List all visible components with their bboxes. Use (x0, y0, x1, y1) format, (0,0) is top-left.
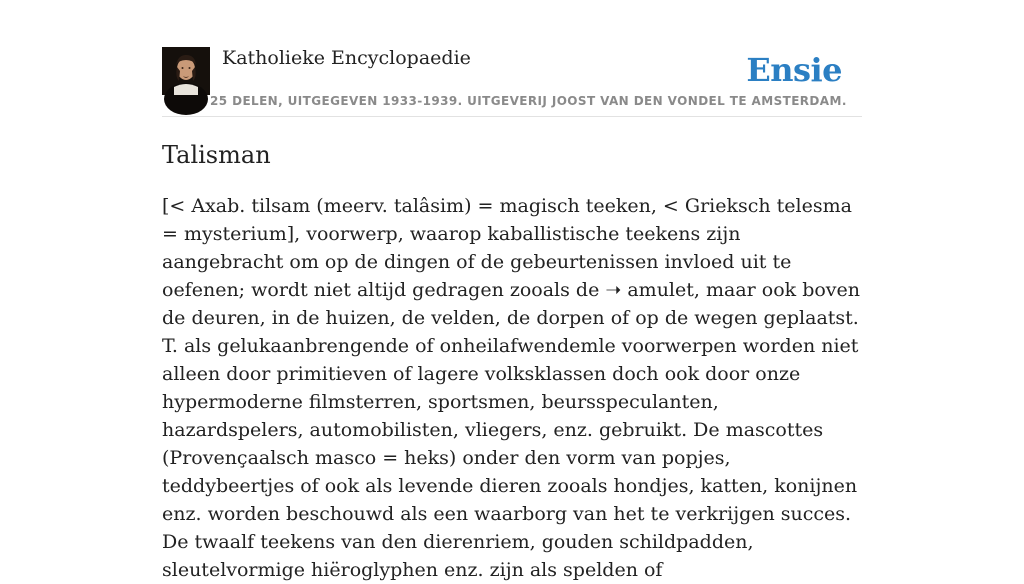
entry-title: Talisman (162, 141, 271, 169)
portrait-icon (162, 47, 210, 95)
cross-reference-label: amulet (627, 279, 694, 301)
ensie-logo-link[interactable]: Ensie (746, 51, 842, 89)
entry-text-part-2: , maar ook boven de deuren, in de huizen, de velden, de dorpen of op de wegen geplaatst. T. als gelukaanbrengende of onheilafwendemle voorwerpen worden niet alleen door primitieven of lagere volksklassen doch ook door onze hypermoderne filmsterren, sportsmen, beursspeculanten, hazardspelers, automobilisten, vliegers, enz. gebruikt. De mascottes (Provençaalsch masco = heks) onder den vorm van popjes, teddybeertjes of ook als levende dieren zooals hondjes, katten, konijnen enz. worden beschouwd als een waarborg van het te verkrijgen succes. De twaalf teekens van den dierenriem, gouden schildpadden, sleutelvormige hiëroglyphen enz. zijn als spelden of (162, 279, 861, 581)
portrait-avatar[interactable] (162, 47, 210, 95)
arrow-icon: ➝ (605, 279, 622, 301)
entry-body (162, 192, 864, 584)
cross-reference-link[interactable] (605, 279, 694, 301)
book-title[interactable]: Katholieke Encyclopaedie (222, 47, 471, 69)
book-meta: 25 DELEN, UITGEGEVEN 1933-1939. UITGEVERIJ JOOST VAN DEN VONDEL TE AMSTERDAM. (210, 94, 847, 108)
entry-text-part-1: [< Axab. tilsam (meerv. talâsim) = magisch teeken, < Grieksch telesma = mysterium], voorwerp, waarop kaballistische teekens zijn aangebracht om op de dingen of de gebeurtenissen invloed uit te oefenen; wordt niet altijd gedragen zooals de (162, 195, 852, 301)
book-header (162, 46, 862, 117)
